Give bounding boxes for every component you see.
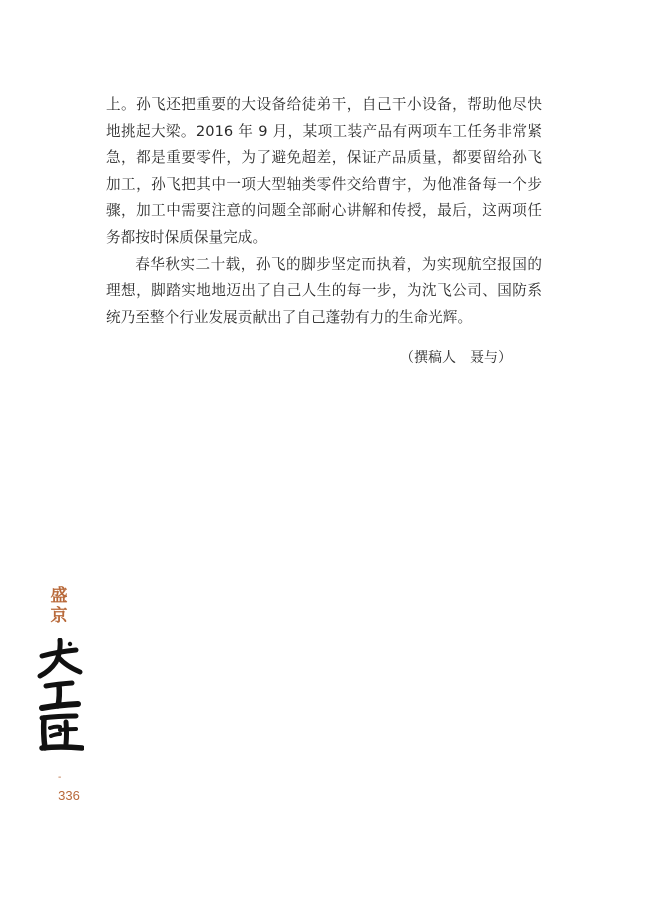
author-credit: （撰稿人 聂与） xyxy=(400,350,512,366)
paragraph-continued: 上。孙飞还把重要的大设备给徒弟干，自己干小设备，帮助他尽快地挑起大梁。2016 年 9 月，某项工装产品有两项车工任务非常紧急，都是重要零件，为了避免超差，保证产品质量，都要留给孙飞加工，孙飞把其中一项大型轴类零件交给曹宇，为他准备每一个步骤，加工中需要注意的问题全部耐心讲解和传授，最后，这两项任务都按时保质保量完成。 xyxy=(106,96,542,246)
calligraphy-char-da xyxy=(40,640,80,676)
series-title-sheng: 盛 xyxy=(50,586,68,606)
paragraph-closing: 春华秋实二十载，孙飞的脚步坚定而执着，为实现航空报国的理想，脚踏实地地迈出了自己人生的每一步，为沈飞公司、国防系统乃至整个行业发展贡献出了自己蓬勃有力的生命光辉。 xyxy=(106,255,542,326)
calligraphy-char-jiang xyxy=(42,716,82,748)
page-separator: - xyxy=(58,772,62,783)
calligraphy-char-gong xyxy=(42,683,78,708)
calligraphy-logo xyxy=(36,638,84,754)
series-sidebar xyxy=(28,586,88,803)
series-title-jing: 京 xyxy=(50,606,68,626)
page-number: 336 xyxy=(58,788,80,803)
article-body xyxy=(106,92,542,331)
